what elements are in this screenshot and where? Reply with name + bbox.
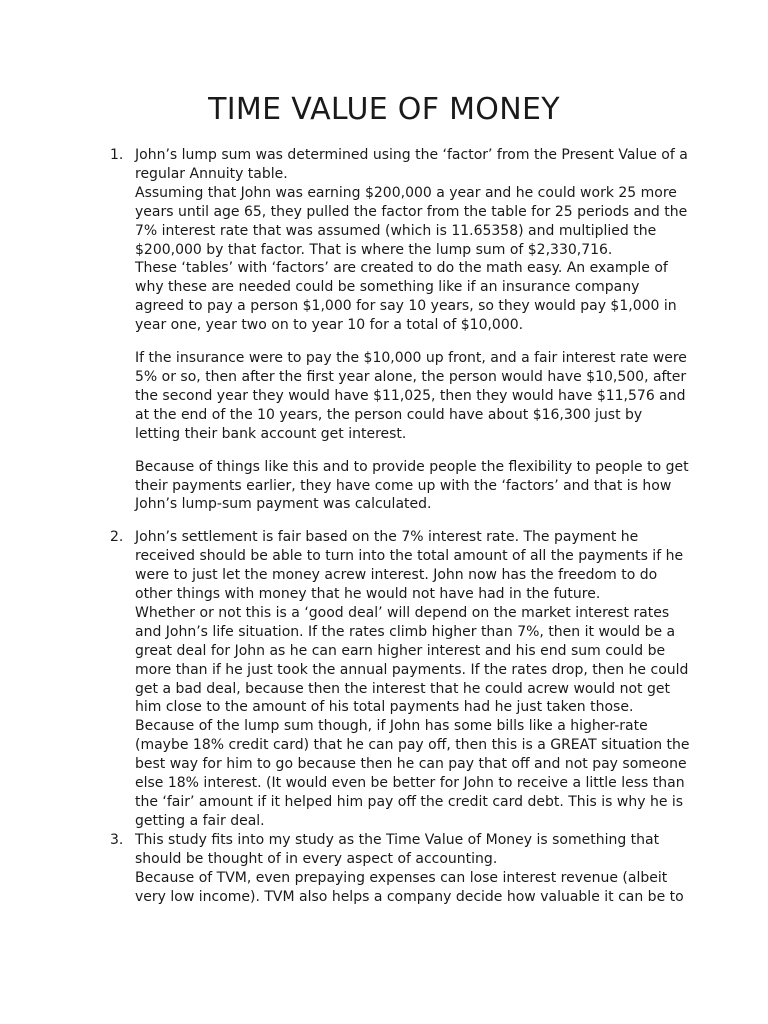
list-number: 2. xyxy=(110,529,124,546)
list-number: 3. xyxy=(110,831,124,848)
paragraph: Assuming that John was earning $200,000 a year and he could work 25 more years until age 65, they pulled the factor from the table for 25 periods and the 7% interest rate that was assumed (which is 11.65358) and multiplied the $200,000 by that factor. That is where the lump sum of $2,330,716. xyxy=(135,184,688,258)
page-title: TIME VALUE OF MONEY xyxy=(208,92,560,127)
numbered-list xyxy=(110,146,690,906)
list-item-2 xyxy=(110,528,690,831)
paragraph: This study fits into my study as the Time Value of Money is something that should be thought of in every aspect of accounting. xyxy=(135,831,660,867)
paragraph: Because of the lump sum though, if John has some bills like a higher-rate (maybe 18% credit card) that he can pay off, then this is a GREAT situation the best way for him to go because then he can pay that off and not pay someone else 18% interest. (It would even be better for John to receive a little less than the ‘fair’ amount if it helped him pay off the credit card debt. This is why he is getting a fair deal. xyxy=(135,718,690,829)
paragraph: John’s settlement is fair based on the 7% interest rate. The payment he received should be able to turn into the total amount of all the payments if he were to just let the money acrew interest. John now has the freedom to do other things with money that he would not have had in the future. xyxy=(135,529,684,603)
paragraph: Because of TVM, even prepaying expenses can lose interest revenue (albeit very low income). TVM also helps a company decide how valuable it can be to xyxy=(135,869,684,905)
list-number: 1. xyxy=(110,147,124,163)
paragraph: Whether or not this is a ‘good deal’ will depend on the market interest rates and John’s life situation. If the rates climb higher than 7%, then it would be a great deal for John as he can earn higher interest and his end sum could be more than if he just took the annual payments. If the rates drop, then he could get a bad deal, because then the interest that he could acrew would not get him close to the amount of his total payments had he just taken those. xyxy=(135,604,689,716)
paragraph: These ‘tables’ with ‘factors’ are created to do the math easy. An example of why these are needed could be something like if an insurance company agreed to pay a person $1,000 for say 10 years, so they would pay $1,000 in year one, year two on to year 10 for a total of $10,000. xyxy=(135,260,677,334)
list-item-3 xyxy=(110,831,690,907)
paragraph: Because of things like this and to provide people the flexibility to people to get their payments earlier, they have come up with the ‘factors’ and that is how John’s lump-sum payment was calculated. xyxy=(135,458,689,513)
paragraph: If the insurance were to pay the $10,000 up front, and a fair interest rate were 5% or so, then after the first year alone, the person would have $10,500, after the second year they would have $11,025, then they would have $11,576 and at the end of the 10 years, the person could have about $16,300 just by letting their bank account get interest. xyxy=(135,350,687,442)
list-item-1 xyxy=(110,146,690,514)
paragraph: John’s lump sum was determined using the ‘factor’ from the Present Value of a regular Annuity table. xyxy=(135,147,688,182)
